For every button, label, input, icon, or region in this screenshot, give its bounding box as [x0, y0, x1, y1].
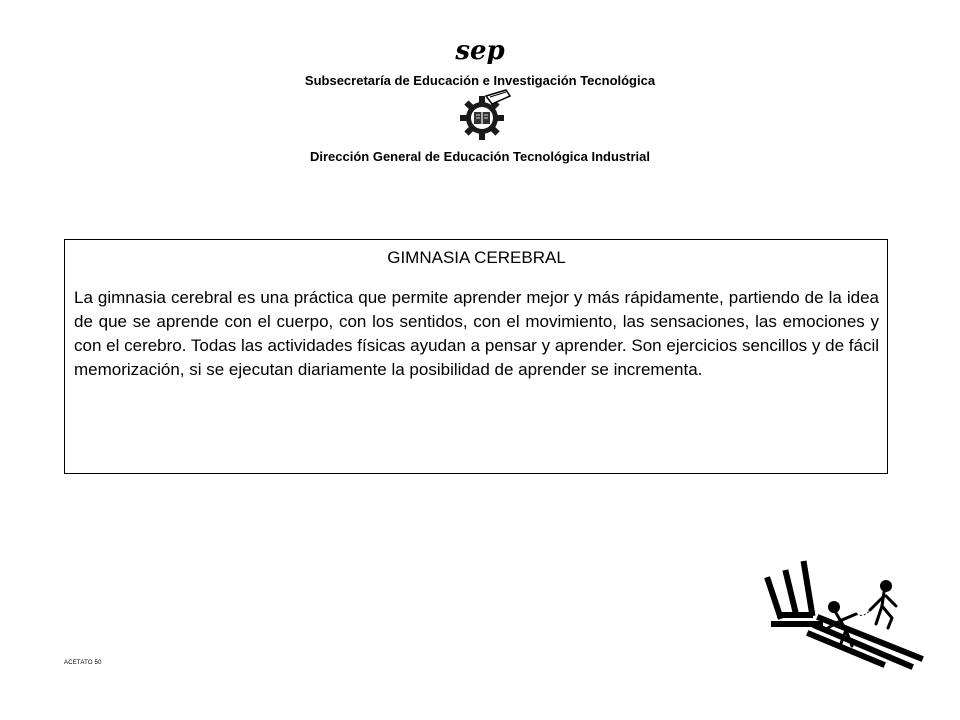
children-walking-lines-icon: [760, 558, 930, 678]
sep-logo: [450, 38, 510, 64]
sep-logo-text: sep: [455, 38, 505, 64]
subsecretaria-title: Subsecretaría de Educación e Investigación Tecnológica: [304, 73, 656, 88]
gear-book-emblem-icon: [452, 88, 514, 140]
acetato-label: ACETATO 50: [64, 660, 102, 666]
direccion-title: Dirección General de Educación Tecnológica Industrial: [309, 149, 650, 164]
header: [0, 38, 960, 64]
content-box: [64, 239, 888, 474]
box-title: GIMNASIA CEREBRAL: [387, 248, 566, 267]
box-body-text: La gimnasia cerebral es una práctica que permite aprender mejor y más rápidamente, partiendo de la idea de que se aprende con el cuerpo, con los sentidos, con el movimiento, las sensaciones, las emociones y con el cerebro. Todas las actividades físicas ayudan a pensar y aprender. Son ejercicios sencillos y de fácil memorización, si se ejecutan diariamente la posibilidad de aprender se incrementa.: [74, 288, 879, 379]
